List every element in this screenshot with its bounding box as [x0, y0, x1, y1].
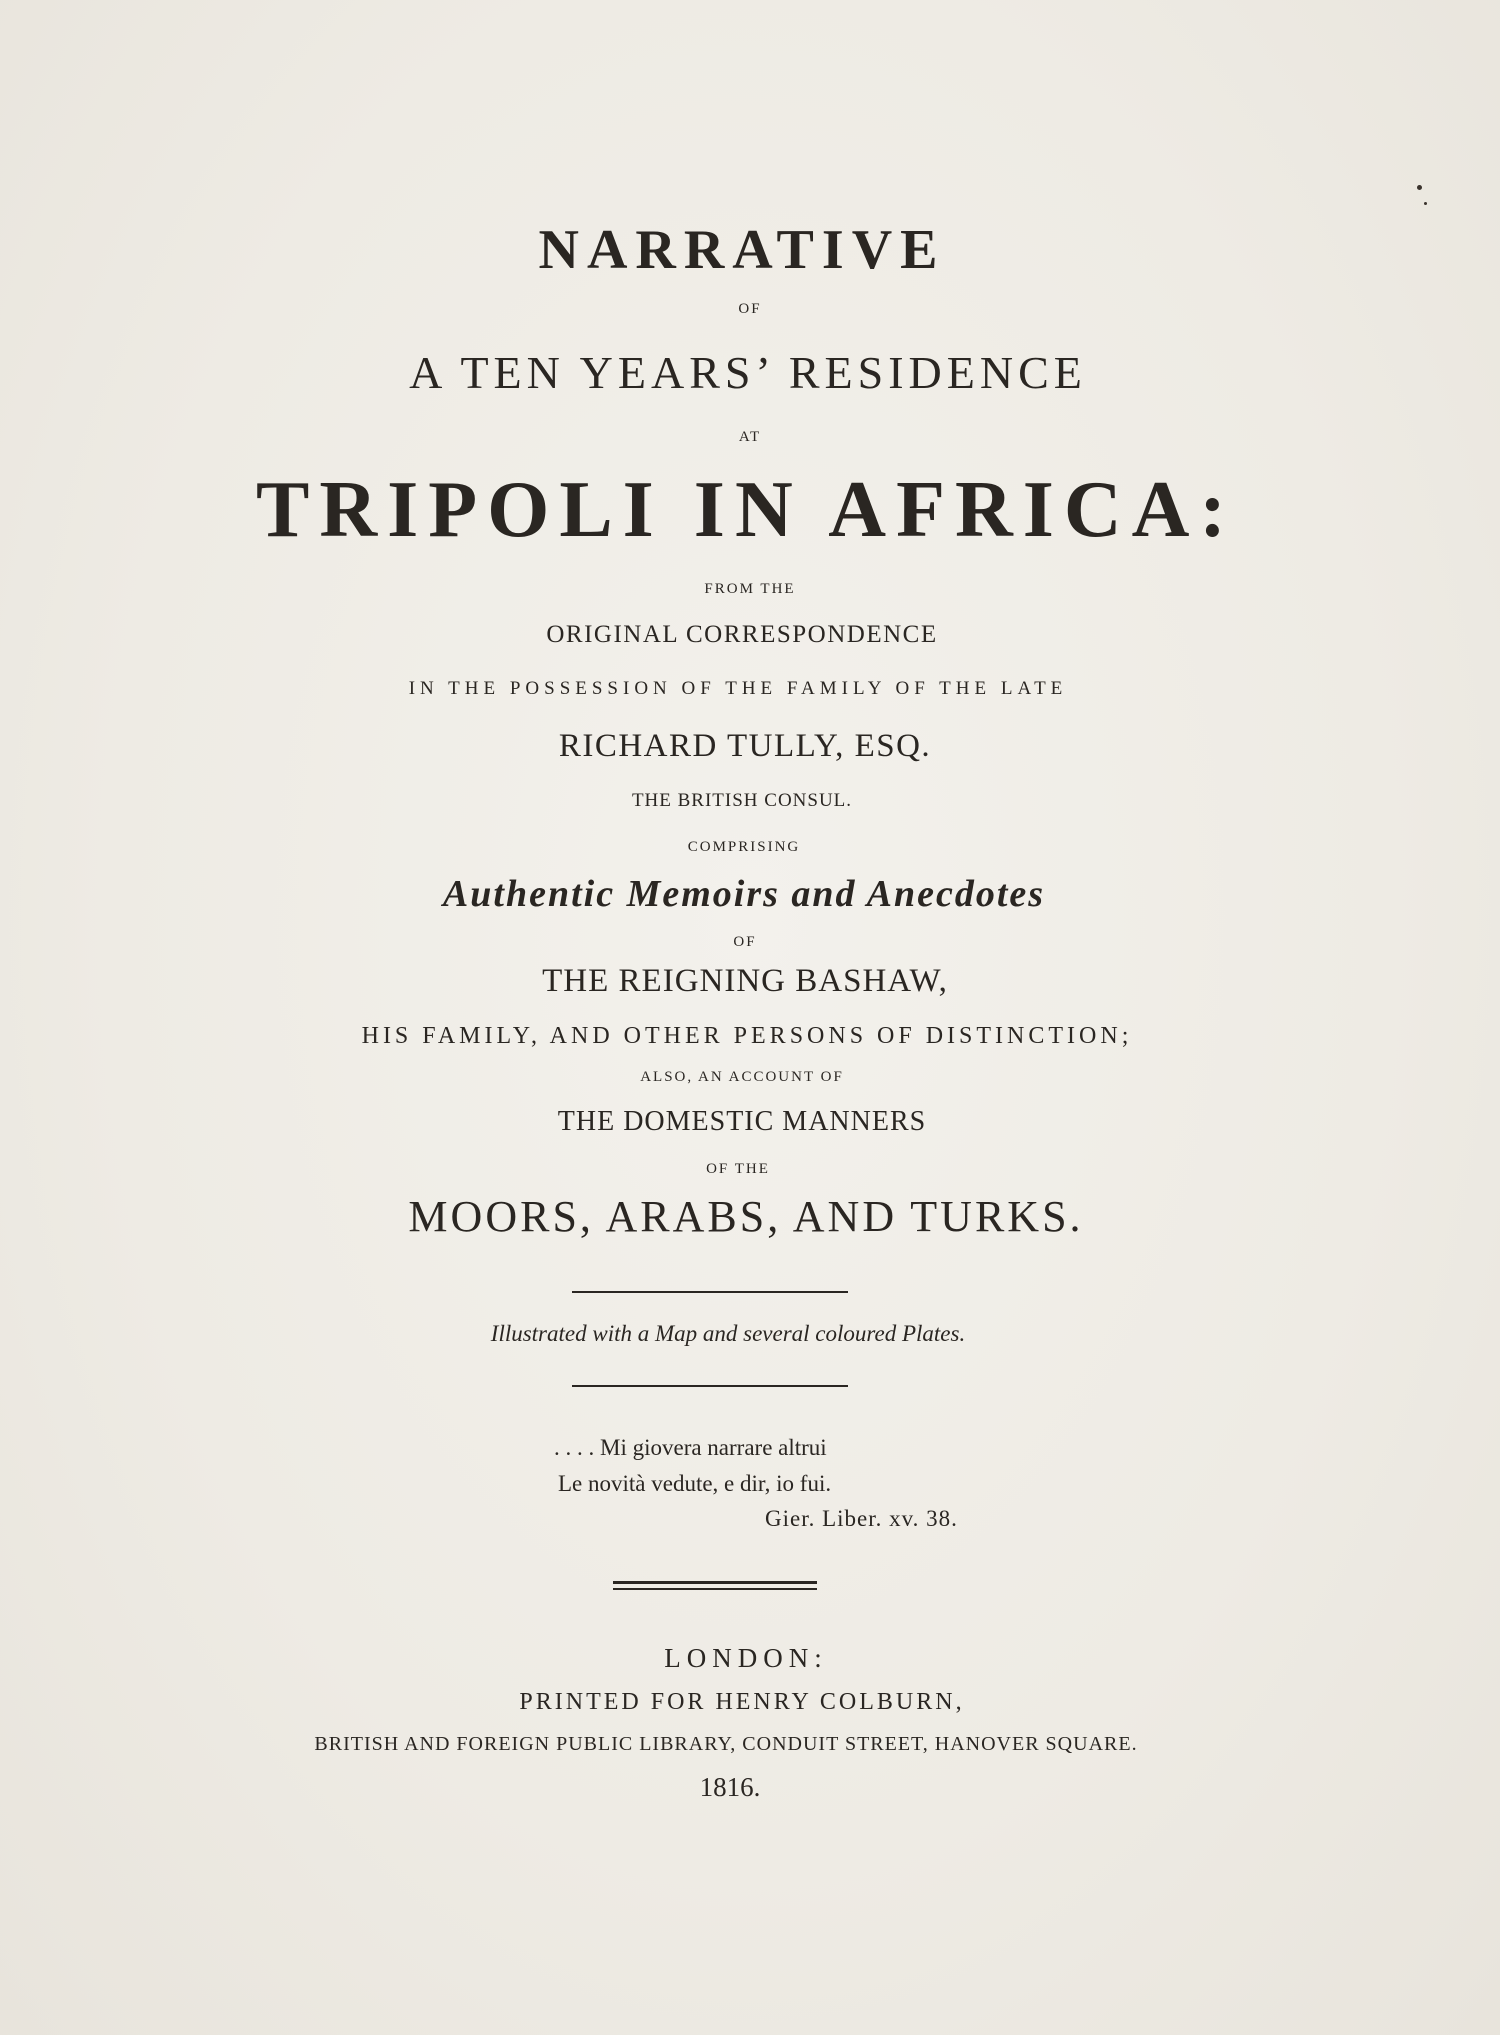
epigraph-line-1: . . . . Mi giovera narrare altrui: [554, 1435, 827, 1460]
imprint-printer: PRINTED FOR HENRY COLBURN,: [519, 1689, 965, 1715]
connector-also-account: ALSO, AN ACCOUNT OF: [640, 1069, 844, 1085]
ink-speck: [1424, 202, 1427, 205]
book-title: NARRATIVE: [538, 219, 946, 281]
imprint-city: LONDON:: [664, 1643, 828, 1673]
connector-at: AT: [738, 429, 762, 445]
family-line: HIS FAMILY, AND OTHER PERSONS OF DISTINCTION;: [361, 1023, 1133, 1049]
connector-comprising: COMPRISING: [687, 839, 801, 855]
epigraph-attribution: Gier. Liber. xv. 38.: [765, 1506, 958, 1531]
connector-of-the: OF THE: [706, 1161, 770, 1177]
epigraph-line-2: Le novità vedute, e dir, io fui.: [558, 1471, 832, 1496]
domestic-manners: THE DOMESTIC MANNERS: [557, 1106, 927, 1137]
possession-line: IN THE POSSESSION OF THE FAMILY OF THE LATE: [408, 678, 1068, 699]
connector-from-the: FROM THE: [704, 581, 796, 597]
connector-of: OF: [738, 301, 762, 317]
original-correspondence: ORIGINAL CORRESPONDENCE: [546, 621, 938, 648]
author-name: RICHARD TULLY, ESQ.: [558, 728, 932, 764]
connector-of-2: OF: [733, 934, 757, 950]
book-subtitle: A TEN YEARS’ RESIDENCE: [409, 347, 1087, 398]
ink-speck: [1417, 185, 1422, 190]
blackletter-line: Authentic Memoirs and Anecdotes: [442, 873, 1046, 915]
book-place-title: TRIPOLI IN AFRICA:: [255, 466, 1237, 554]
imprint-library: BRITISH AND FOREIGN PUBLIC LIBRARY, CONDUIT STREET, HANOVER SQUARE.: [314, 1733, 1138, 1755]
reigning-bashaw: THE REIGNING BASHAW,: [542, 963, 948, 999]
double-rule: [613, 1588, 817, 1590]
author-role: THE BRITISH CONSUL.: [631, 790, 853, 811]
imprint-year: 1816.: [699, 1772, 761, 1802]
illustrated-note: Illustrated with a Map and several coloured Plates.: [490, 1321, 966, 1346]
double-rule: [613, 1581, 817, 1584]
divider-rule: [572, 1385, 848, 1387]
divider-rule: [572, 1291, 848, 1293]
peoples-line: MOORS, ARABS, AND TURKS.: [408, 1192, 1084, 1241]
